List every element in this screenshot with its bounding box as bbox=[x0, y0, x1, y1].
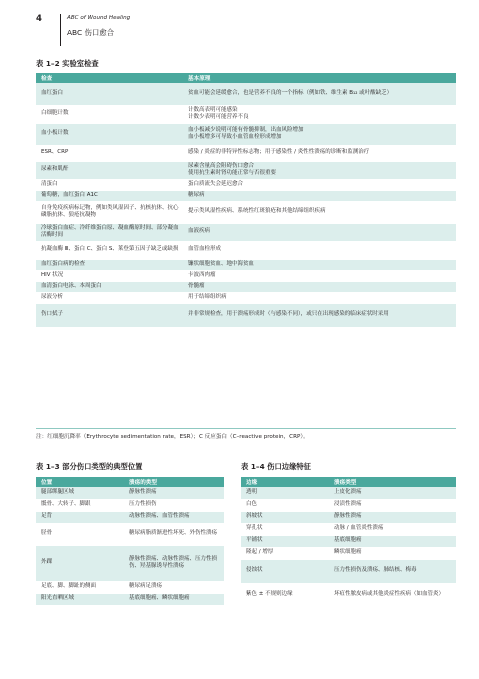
table-cell-key: ESR、CRP bbox=[36, 145, 183, 161]
col-header-location: 位置 bbox=[36, 477, 124, 487]
table-row bbox=[241, 535, 456, 547]
table-cell-value: 糖尿病脂质渐进性坏死、外伤性溃疡 bbox=[124, 523, 224, 545]
table-cell-value: 尿素含量高会阻碍伤口愈合 使用抗生素时肾功能正常与否很重要 bbox=[183, 161, 456, 179]
table-cell-key: 血小板计数 bbox=[36, 123, 183, 145]
table-cell-value: 静脉性溃疡 bbox=[329, 511, 456, 523]
table-row bbox=[241, 583, 456, 607]
table-row bbox=[36, 281, 456, 292]
header-divider bbox=[60, 14, 61, 46]
table-cell-value: 上皮化溃疡 bbox=[329, 487, 456, 499]
table-cell-value: 糖尿病 bbox=[183, 190, 456, 201]
table-cell-value: 镰状细胞贫血、地中海贫血 bbox=[183, 259, 456, 270]
table-row bbox=[241, 559, 456, 583]
table-cell-value: 感染 / 炎症的非特异性标志物；用于感染性 / 炎性性溃疡的诊断和监测治疗 bbox=[183, 145, 456, 161]
table-1-2-title: 表 1–2 实验室检查 bbox=[36, 59, 99, 68]
table-cell-key: 足底、脚、脚趾的侧面 bbox=[36, 581, 124, 593]
table-cell-value: 坏疽性脓皮病或其他炎症性疾病（如血管炎） bbox=[329, 583, 456, 607]
wound-location-table bbox=[36, 477, 224, 606]
table-row bbox=[36, 303, 456, 327]
table-1-3-title: 表 1–3 部分伤口类型的典型位置 bbox=[36, 462, 143, 471]
table-cell-value: 压力性损伤 bbox=[124, 499, 224, 511]
table-row bbox=[241, 487, 456, 499]
wound-edge-table bbox=[241, 477, 456, 608]
table-row bbox=[36, 83, 456, 105]
table-cell-key: 清蛋白 bbox=[36, 179, 183, 190]
table-cell-value: 计数高表明可能感染 计数少表明可能营养不良 bbox=[183, 105, 456, 123]
table-cell-key: 外踝 bbox=[36, 545, 124, 581]
table-cell-key: 白色 bbox=[241, 499, 329, 511]
table-cell-value: 鳞状细胞癌 bbox=[329, 547, 456, 559]
table-row bbox=[241, 511, 456, 523]
table-row bbox=[36, 292, 456, 303]
page-number: 4 bbox=[36, 14, 42, 24]
table-cell-key: 抗凝血酶 Ⅲ、蛋白 C、蛋白 S、莱登第五因子缺乏或缺损 bbox=[36, 241, 183, 259]
table-cell-value: 用于结缔组织病 bbox=[183, 292, 456, 303]
table-cell-value: 并非常规检查，用于溃疡形成时（与感染不同），或只在出现感染的临床症状时采用 bbox=[183, 303, 456, 327]
table-row bbox=[36, 190, 456, 201]
table-cell-key: 透明 bbox=[241, 487, 329, 499]
table-cell-value: 骨髓瘤 bbox=[183, 281, 456, 292]
table-cell-key: 冷球蛋白血症、冷纤维蛋白原、凝血酶原时间、部分凝血活酶时间 bbox=[36, 223, 183, 241]
table-cell-value: 血小板减少说明可能有骨髓抑制，出血风险增加 血小板增多可导致小血管血栓形成增加 bbox=[183, 123, 456, 145]
table-cell-value: 静脉性溃疡、动脉性溃疡、压力性损伤、羟基脲诱导性溃疡 bbox=[124, 545, 224, 581]
col-header-test: 检查 bbox=[36, 73, 183, 83]
table-cell-value: 压力性损伤及溃疡、肺结核、梅毒 bbox=[329, 559, 456, 583]
col-header-ulcer-kind: 溃疡类型 bbox=[329, 477, 456, 487]
table-row bbox=[36, 201, 456, 223]
table-cell-value: 基底细胞癌 bbox=[329, 535, 456, 547]
table-cell-key: 血清蛋白电泳、本周蛋白 bbox=[36, 281, 183, 292]
table-cell-key: 尿素和肌酐 bbox=[36, 161, 183, 179]
table-row bbox=[36, 511, 224, 523]
table-row bbox=[36, 123, 456, 145]
table-cell-value: 糖尿病足溃疡 bbox=[124, 581, 224, 593]
table-cell-key: 自身免疫疾病标记物，例如类风湿因子、抗核抗体、抗心磷脂抗体、狼疮抗凝物 bbox=[36, 201, 183, 223]
table-1-2-note: 注：红细胞沉降率（Erythrocyte sedimentation rate，ESR）；C 反应蛋白（C–reactive protein，CRP）。 bbox=[36, 434, 309, 440]
col-header-edge: 边缘 bbox=[241, 477, 329, 487]
table-cell-key: 平铺状 bbox=[241, 535, 329, 547]
table-row bbox=[36, 593, 224, 605]
table-row bbox=[36, 523, 224, 545]
table-cell-key: 足背 bbox=[36, 511, 124, 523]
table-cell-key: 斜坡状 bbox=[241, 511, 329, 523]
table-row bbox=[36, 223, 456, 241]
table-cell-value: 动脉 / 血管炎性溃疡 bbox=[329, 523, 456, 535]
table-cell-value: 贫血可能会延缓愈合，也是营养不良的一个指标（例如铁、维生素 B₁₂ 或叶酸缺乏） bbox=[183, 83, 456, 105]
table-cell-value: 血液疾病 bbox=[183, 223, 456, 241]
table-cell-value: 血管血栓形成 bbox=[183, 241, 456, 259]
table-cell-value: 蛋白质流失会延迟愈合 bbox=[183, 179, 456, 190]
table-cell-value: 基底细胞癌、鳞状细胞癌 bbox=[124, 593, 224, 605]
table-cell-key: 骶骨、大转子、脚跟 bbox=[36, 499, 124, 511]
table-1-2-bottom-rule bbox=[36, 428, 456, 429]
table-1-4-title: 表 1–4 伤口边缘特征 bbox=[241, 462, 311, 471]
table-cell-key: 尿液分析 bbox=[36, 292, 183, 303]
table-cell-key: HIV 状况 bbox=[36, 270, 183, 281]
table-row bbox=[241, 547, 456, 559]
table-cell-key: 胫骨 bbox=[36, 523, 124, 545]
table-cell-value: 卡波西肉瘤 bbox=[183, 270, 456, 281]
table-row bbox=[36, 545, 224, 581]
col-header-rationale: 基本原理 bbox=[183, 73, 456, 83]
table-cell-value: 浸渍性溃疡 bbox=[329, 499, 456, 511]
table-cell-key: 侵蚀状 bbox=[241, 559, 329, 583]
table-row bbox=[36, 241, 456, 259]
table-row bbox=[36, 487, 224, 499]
table-row bbox=[36, 581, 224, 593]
table-row bbox=[36, 259, 456, 270]
page-header bbox=[36, 14, 456, 46]
table-cell-key: 伤口拭子 bbox=[36, 303, 183, 327]
table-cell-key: 隆起 / 增厚 bbox=[241, 547, 329, 559]
table-cell-key: 血红蛋白 bbox=[36, 83, 183, 105]
table-row bbox=[36, 270, 456, 281]
table-row bbox=[36, 161, 456, 179]
table-row bbox=[36, 499, 224, 511]
lab-tests-table bbox=[36, 73, 456, 328]
table-row bbox=[36, 179, 456, 190]
table-cell-key: 紫色 ± 不规则边缘 bbox=[241, 583, 329, 607]
book-title-en: ABC of Wound Healing bbox=[67, 15, 131, 21]
col-header-ulcer-type: 溃疡的类型 bbox=[124, 477, 224, 487]
table-cell-key: 白细胞计数 bbox=[36, 105, 183, 123]
table-cell-value: 静脉性溃疡 bbox=[124, 487, 224, 499]
table-row bbox=[36, 145, 456, 161]
table-cell-key: 阳光直晒区域 bbox=[36, 593, 124, 605]
book-title-cn: ABC 伤口愈合 bbox=[67, 28, 115, 37]
table-cell-value: 提示类风湿性疾病、系统性红斑狼疮和其他结缔组织疾病 bbox=[183, 201, 456, 223]
table-cell-key: 穿孔状 bbox=[241, 523, 329, 535]
table-cell-key: 血红蛋白病的检查 bbox=[36, 259, 183, 270]
table-row bbox=[241, 499, 456, 511]
table-row bbox=[36, 105, 456, 123]
table-row bbox=[241, 523, 456, 535]
table-cell-key: 腿部绑腿区域 bbox=[36, 487, 124, 499]
table-cell-value: 动脉性溃疡、血管性溃疡 bbox=[124, 511, 224, 523]
table-cell-key: 葡萄糖，血红蛋白 A1C bbox=[36, 190, 183, 201]
